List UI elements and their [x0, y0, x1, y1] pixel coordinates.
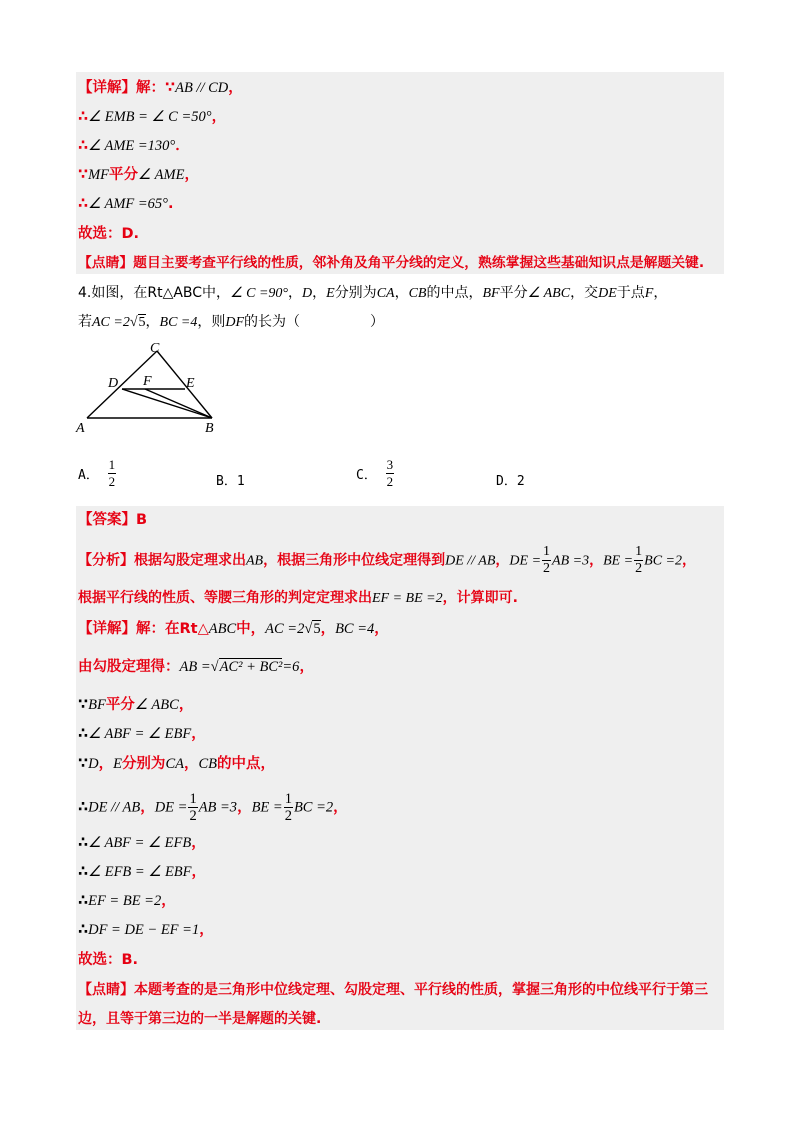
- sec1-answer: 故选：D.: [78, 226, 140, 242]
- question-line2: 若AC =2√5，BC =4，则DF的长为（ ）: [78, 314, 385, 330]
- label-e: E: [186, 376, 195, 391]
- sec1-line2: ∴∠ EMB = ∠ C =50°，: [78, 109, 227, 125]
- sec1-comment: 【点睛】题目主要考查平行线的性质，邻补角及角平分线的定义，熟练掌握这些基础知识点是解题关键.: [78, 255, 705, 271]
- detail-line6: ∴DE // AB，DE = $\frac{1}{2}$ AB =3，BE = $\frac{1}{2}$ BC =2，: [78, 791, 348, 824]
- sec1-line4: ∵MF平分∠ AME，: [78, 167, 199, 183]
- detail-line1: 【详解】解：在Rt△ABC中，AC =2√5，BC =4，: [78, 621, 389, 637]
- detail-tag: 【详解】: [78, 80, 136, 96]
- label-f: F: [143, 374, 152, 389]
- analysis-line2: 根据平行线的性质、等腰三角形的判定定理求出EF = BE =2，计算即可.: [78, 590, 518, 606]
- detail-line10: ∴DF = DE − EF =1，: [78, 922, 214, 938]
- sec1-line1: 【详解】解：∵AB // CD，: [78, 80, 243, 96]
- detail-line2: 由勾股定理得：AB =√AC² + BC²=6，: [78, 659, 314, 675]
- detail-comment2: 边，且等于第三边的一半是解题的关键.: [78, 1011, 322, 1027]
- label-d: D: [108, 376, 119, 391]
- detail-line9: ∴EF = BE =2，: [78, 893, 176, 909]
- detail-line5: ∵D，E分别为CA，CB的中点，: [78, 756, 275, 772]
- sec1-line3: ∴∠ AME =130°．: [78, 138, 190, 154]
- answer-line: 【答案】B: [78, 512, 148, 528]
- triangle-figure: [70, 338, 230, 438]
- segment-fb: [145, 389, 212, 418]
- option-b[interactable]: B．1: [216, 474, 245, 489]
- question-line1: 4.如图，在Rt△ABC中，∠ C =90°，D，E分别为CA，CB的中点，BF平分∠ ABC，交DE于点F，: [78, 285, 668, 301]
- detail-comment1: 【点睛】本题考查的是三角形中位线定理、勾股定理、平行线的性质，掌握三角形的中位线平行于第三: [78, 982, 708, 998]
- detail-line4: ∴∠ ABF = ∠ EBF，: [78, 726, 206, 742]
- sec1-line5: ∴∠ AMF =65°.: [78, 196, 174, 212]
- option-a[interactable]: A． $\frac{1}{2}$: [78, 457, 116, 489]
- detail-line3: ∵BF平分∠ ABC，: [78, 697, 194, 713]
- detail-line7: ∴∠ ABF = ∠ EFB，: [78, 835, 206, 851]
- detail-answer: 故选：B.: [78, 952, 139, 968]
- label-b: B: [205, 421, 214, 436]
- label-c: C: [150, 341, 160, 356]
- detail-line8: ∴∠ EFB = ∠ EBF，: [78, 864, 207, 880]
- analysis-line1: 【分析】根据勾股定理求出AB，根据三角形中位线定理得到DE // AB，DE = $\frac{1}{2}$ AB =3，BE = $\frac{1}{2}$ BC =2，: [78, 544, 696, 576]
- segment-cb: [157, 351, 212, 418]
- option-c[interactable]: C． $\frac{3}{2}$: [356, 457, 394, 489]
- option-d[interactable]: D．2: [496, 474, 525, 489]
- label-a: A: [76, 421, 85, 436]
- segment-db: [122, 389, 212, 418]
